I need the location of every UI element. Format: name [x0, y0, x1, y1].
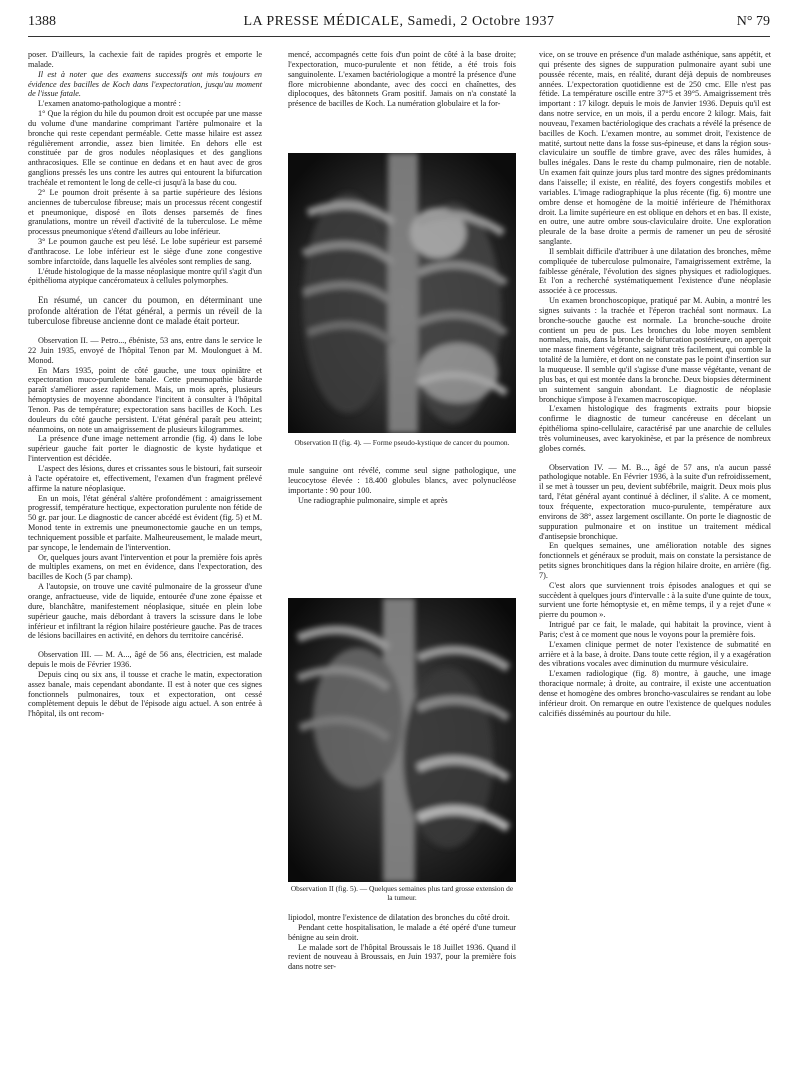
paragraph: L'examen radiologique (fig. 8) montre, à gauche, une image thoracique normale; à droite, au contraire, il existe une accentuation dense et homogène des ombres broncho-vasculaires se rendant au lobe inférieur droit. On remarque en outre l'existence de quelques nodules calcifiés disséminés au pourtour du hile.	[539, 669, 771, 718]
observation-heading: Observation III. — M. A..., âgé de 56 ans, électricien, est malade depuis le mois de Février 1936.	[28, 650, 262, 670]
paragraph: Il semblait difficile d'attribuer à une dilatation des bronches, même compliquée de tuberculose pulmonaire, l'amaigrissement extrême, la faiblesse générale, l'évolution des signes physiques et radiologiques. Et l'on a recherché systématiquement l'existence d'une néoplasie associée à ce processus.	[539, 246, 771, 296]
xray-figure-4	[288, 153, 516, 433]
figure-5-caption: Observation II (fig. 5). — Quelques semaines plus tard grosse extension de la tumeur.	[290, 884, 514, 902]
paragraph: A l'autopsie, on trouve une cavité pulmonaire de la grosseur d'une orange, anfractueuse, vide de liquide, entourée d'une zone épaisse et dure, blanchâtre, manifestement néoplasique, située en plein lobe supérieur gauche, mais débordant à travers la scissure dans le lobe inférieur et infiltrant la région hilaire postérieure gauche. Pas de traces de lésions bacillaires en activité, en dehors du territoire cancérisé.	[28, 582, 262, 641]
paragraph: 3° Le poumon gauche est peu lésé. Le lobe supérieur est parsemé d'anthracose. Le lobe inférieur est le siège d'une zone congestive sombre infarctoïde, dans laquelle les alvéoles sont remplies de sang.	[28, 237, 262, 266]
paragraph: L'aspect des lésions, dures et crissantes sous le bistouri, fait surseoir à l'acte opératoire et, effectivement, l'examen d'un fragment prélevé affirme la nature néoplasique.	[28, 464, 262, 493]
column-2-top	[288, 50, 516, 109]
xray-image	[288, 153, 516, 433]
paragraph: L'examen anatomo-pathologique a montré :	[38, 99, 181, 109]
paragraph: mule sanguine ont révélé, comme seul signe pathologique, une leucocytose élevée : 18.400 globules blancs, avec polynucléose importante : 90 pour 100.	[288, 466, 516, 495]
paragraph: poser. D'ailleurs, la cachexie fait de rapides progrès et emporte le malade.	[28, 50, 262, 69]
observation-heading: Observation IV. — M. B..., âgé de 57 ans, n'a aucun passé pathologique notable. En Février 1936, à la suite d'un refroidissement, il se met à tousser un peu, devient subfébrile, maigrit. Deux mois plus tard, l'état général ayant continué à décliner, il s'alite. A ce moment, toux fréquente, expectoration muco-purulente, température aux environs de 38°, assez largement oscillante. On porte le diagnostic de suppuration pulmonaire et on institue un traitement médical d'antisepsie bronchique.	[539, 462, 771, 541]
paragraph: Intrigué par ce fait, le malade, qui habitait la province, vient à Paris; c'est à ce moment que nous le voyons pour la première fois.	[539, 620, 771, 639]
column-2-bottom	[288, 913, 516, 972]
paragraph: En Mars 1935, point de côté gauche, une toux opiniâtre et expectoration muco-purulente banale. Cette pneumopathie bâtarde paraît s'améliorer assez rapidement. Mais, un mois après, plusieurs hémoptysies de moyenne abondance l'incitent à consulter à l'hôpital Tenon. Pas de température; expectoration sans bacilles de Koch. Les douleurs du côté gauche persistent. L'état général paraît peu atteint; néanmoins, on note un amaigrissement de plusieurs kilogrammes.	[28, 365, 262, 434]
paragraph: Il est à noter que des examens successifs ont mis toujours en évidence des bacilles de Koch dans l'expectoration, jusqu'au moment de l'issue fatale.	[28, 69, 262, 99]
header-rule	[28, 36, 770, 37]
paragraph: lipiodol, montre l'existence de dilatation des bronches du côté droit.	[288, 913, 510, 922]
paragraph: Pendant cette hospitalisation, le malade a été opéré d'une tumeur bénigne au sein droit.	[288, 922, 516, 942]
paragraph: En quelques semaines, une amélioration notable des signes fonctionnels et généraux se produit, mais on constate la persistance de petits signes bronchitiques dans la région hilaire droite, en arrière (fig. 7).	[539, 541, 771, 580]
issue-number: N° 79	[736, 14, 770, 29]
paragraph: vice, on se trouve en présence d'un malade asthénique, sans appétit, et qui présente des signes de suppuration pulmonaire ayant subi une poussée récente, mais, en réalité, durant déjà depuis de nombreuses années. L'expectoration quotidienne est de 250 cmc. Elle n'est pas fétide. La température oscille entre 37°5 et 39°5. Amaigrissement très important : 17 kilogr. depuis le mois de Janvier 1936. Depuis qu'il est dans notre service, en un mois, il a perdu encore 2 kilogr. Mais, fait nouveau, l'examen bactériologique des crachats a révélé la présence de bacilles de Koch. L'examen montre, au sommet droit, l'existence de matité, surtout nette dans la fosse sus-épineuse, et dans la région sous-claviculaire un souffle de timbre grave, avec des râles humides, à bulles inégales. Dans le reste du champ pulmonaire, rien de notable. Un examen fait quinze jours plus tard montre des signes prédominants dans l'aisselle; il existe, en réalité, des foyers congestifs mobiles et variables. L'image radiographique la plus récente (fig. 6) montre une ombre dense et homogène de la moitié inférieure de l'hémithorax droit. La limite supérieure en est oblique en dehors et en bas. Il existe, en outre, une autre ombre sous-claviculaire droite. Une exploration pleurale de la base droite a permis de ramener un peu de sérosité sanglante.	[539, 50, 771, 247]
observation-heading: Observation II. — Petro..., ébéniste, 53 ans, entre dans le service le 22 Juin 1935, envoyé de l'hôpital Tenon par M. Moulonguet à M. Monod.	[28, 336, 262, 365]
journal-title: LA PRESSE MÉDICALE, Samedi, 2 Octobre 1937	[243, 14, 555, 29]
page-header	[28, 14, 770, 36]
figure-4-caption: Observation II (fig. 4). — Forme pseudo-kystique de cancer du poumon.	[294, 438, 510, 447]
paragraph: 1° Que la région du hile du poumon droit est occupée par une masse du volume d'une mandarine comprimant l'artère pulmonaire et la bronche qui reste cependant perméable. Cette masse hilaire est assez régulièrement arrondie, assez bien limitée. En dehors elle est constituée par de gros nodules néoplasiques et des ganglions anthracosiques. Elle se continue en dedans et en haut avec de gros ganglions pressés les uns contre les autres qui entourent la bifurcation trachéale et remontent le long de celle-ci jusqu'à la base du cou.	[28, 109, 262, 187]
paragraph: mencé, accompagnés cette fois d'un point de côté à la base droite; l'expectoration, muco-purulente et non fétide, a été trois fois sanguinolente. L'examen bactériologique a montré la présence d'une flore microbienne abondante, avec des cocci en chaînettes, des diplocoques, des bâtonnets Gram positif. Jamais on n'a constaté la présence de bacilles de Koch. La numération globulaire et la for-	[288, 50, 516, 109]
paragraph: Or, quelques jours avant l'intervention et pour la première fois après de multiples examens, on met en évidence, dans l'expectoration, des bacilles de Koch (5 par champ).	[28, 552, 262, 582]
summary-paragraph: En résumé, un cancer du poumon, en déterminant une profonde altération de l'état général, a permis un réveil de la tuberculose fibreuse ancienne dont ce malade était porteur.	[28, 295, 262, 327]
paragraph: Une radiographie pulmonaire, simple et après	[298, 495, 448, 505]
paragraph: Un examen bronchoscopique, pratiqué par M. Aubin, a montré les signes suivants : la trachée et l'éperon trachéal sont normaux. La bronche-souche gauche est normale. La bronche-souche droite contient un peu de pus. Les bronches du lobe moyen semblent normales, mais, dans la bronche de bifurcation postérieure, on aperçoit une masse finement végétante, saignant très facilement, qui comble la totalité de la lumière, et dont on ne constate pas le point d'insertion sur la muqueuse. Il semble qu'il s'agisse d'une masse végétante, venant de plus bas, et qui est montée dans la bronche. Deux biopsies déterminent un suintement sanguin abondant. Le diagnostic de néoplasie bronchique s'impose à l'examen macroscopique.	[539, 296, 771, 404]
paragraph: Depuis cinq ou six ans, il tousse et crache le matin, expectoration assez banale, mais cependant abondante. Il est à noter que ces signes fonctionnels pulmonaires, toux et expectoration, ont cessé complètement depuis le début de l'épisode aigu actuel. A son entrée à l'hôpital, ils ont recom-	[28, 669, 262, 719]
column-3	[539, 50, 771, 719]
paragraph: En un mois, l'état général s'altère profondément : amaigrissement progressif, température hectique, expectoration purulente non fétide de 50 gr. par jour. Le diagnostic de cancer abcédé est évident (fig. 5) et M. Monod tente in extremis une pneumonectomie gauche en un temps, techniquement possible et parfaite. Malheureusement, le malade meurt, par syncope, le lendemain de l'intervention.	[28, 493, 262, 552]
paragraph: L'examen clinique permet de noter l'existence de submatité en arrière et à la base, à droite. Dans toute cette région, il y a exagération des vibrations vocales avec diminution du murmure vésiculaire.	[539, 639, 771, 669]
paragraph: L'examen histologique des fragments extraits pour biopsie confirme le diagnostic de tumeur cancéreuse en décelant un épithélioma spino-cellulaire, caractérisé par une anarchie de cellules très volumineuses, avec karyokinèse, et par la présence de nombreux globes cornés.	[539, 404, 771, 453]
paragraph: C'est alors que surviennent trois épisodes analogues et qui se succèdent à quelques jours d'intervalle : à la suite d'une quinte de toux, survient une forte hémoptysie et, en même temps, il y a rejet d'une « pierre du poumon ».	[539, 580, 771, 620]
xray-figure-5	[288, 598, 516, 882]
paragraph: La présence d'une image nettement arrondie (fig. 4) dans le lobe supérieur gauche fait porter le diagnostic de kyste hydatique et l'intervention est décidée.	[28, 434, 262, 464]
xray-image	[288, 598, 516, 882]
paragraph: L'étude histologique de la masse néoplasique montre qu'il s'agit d'un épithélioma atypique cancéromateux à cellules polymorphes.	[28, 266, 262, 286]
column-2-mid	[288, 466, 516, 505]
column-1	[28, 50, 262, 719]
paragraph: 2° Le poumon droit présente à sa partie supérieure des lésions anciennes de tuberculose fibreuse; mais un processus récent congestif et pneumonique, disposé en îlots denses parsemés de fines granulations, montre un réveil d'activité de la tuberculose. Le même processus pneumonique s'étend d'ailleurs au lobe inférieur.	[28, 187, 262, 237]
paragraph: Le malade sort de l'hôpital Broussais le 18 Juillet 1936. Quand il revient de nouveau à Broussais, en Juin 1937, pour la première fois dans notre ser-	[288, 942, 516, 972]
page-number: 1388	[28, 14, 56, 29]
